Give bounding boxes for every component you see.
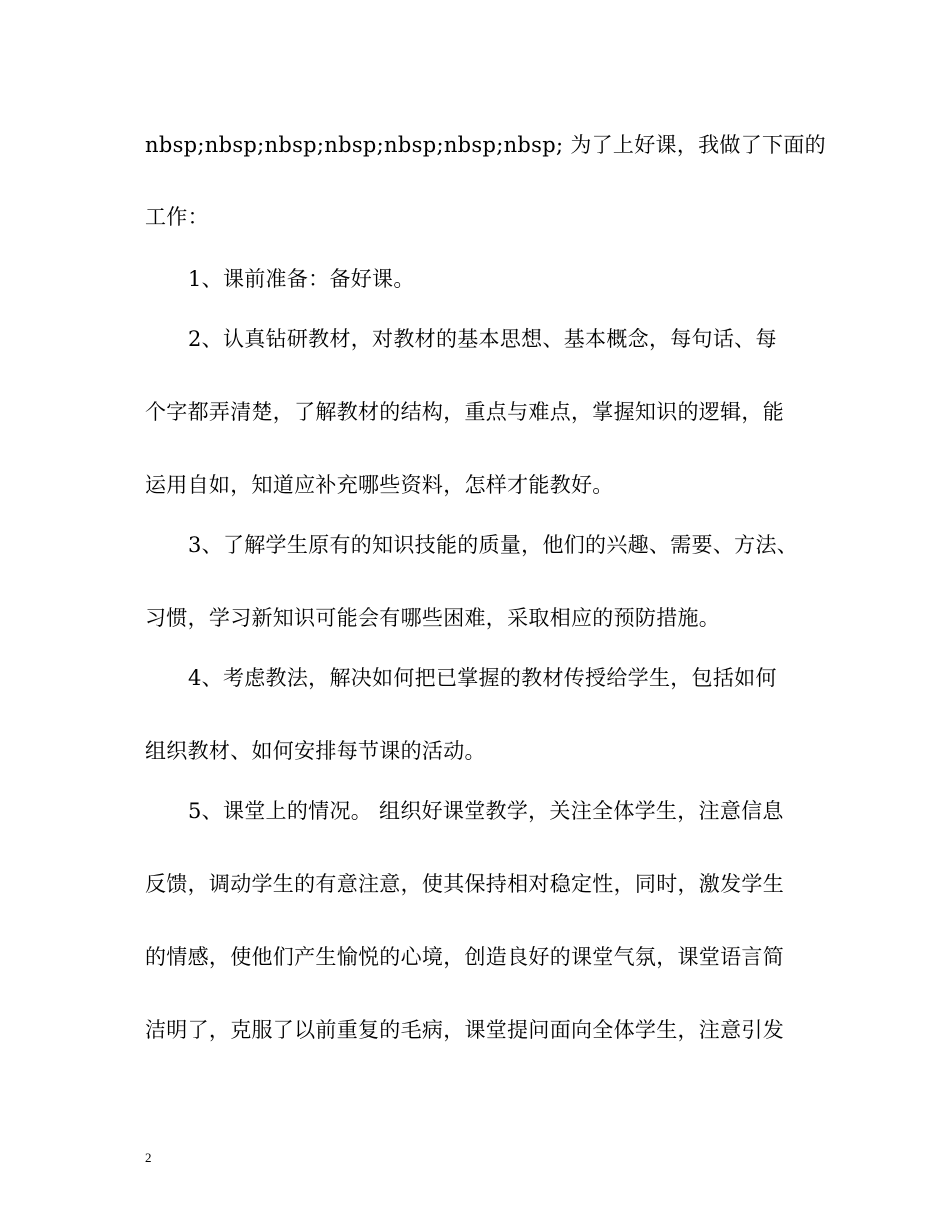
list-item-5-line-1: 5、课堂上的情况。 组织好课堂教学，关注全体学生，注意信息	[188, 799, 784, 823]
list-item-2-line-1: 2、认真钻研教材，对教材的基本思想、基本概念，每句话、每	[188, 327, 777, 351]
text-line-1: nbsp;nbsp;nbsp;nbsp;nbsp;nbsp;nbsp; 为了上好课，我做了下面的	[145, 133, 826, 157]
list-item-3-line-2: 习惯，学习新知识可能会有哪些困难，采取相应的预防措施。	[145, 606, 721, 630]
list-item-4-line-1: 4、考虑教法，解决如何把已掌握的教材传授给学生，包括如何	[188, 666, 777, 690]
list-item-5-line-2: 反馈，调动学生的有意注意，使其保持相对稳定性，同时，激发学生	[145, 872, 784, 896]
list-item-3-line-1: 3、了解学生原有的知识技能的质量，他们的兴趣、需要、方法、	[188, 533, 799, 557]
list-item-2-line-3: 运用自如，知道应补充哪些资料，怎样才能教好。	[145, 473, 614, 497]
page-number: 2	[145, 1150, 152, 1165]
list-item-4-line-2: 组织教材、如何安排每节课的活动。	[145, 739, 486, 763]
text-line-2: 工作：	[145, 205, 209, 229]
list-item-5-line-4: 洁明了，克服了以前重复的毛病，课堂提问面向全体学生，注意引发	[145, 1018, 784, 1042]
list-item-2-line-2: 个字都弄清楚，了解教材的结构，重点与难点，掌握知识的逻辑，能	[145, 400, 784, 424]
list-item-5-line-3: 的情感，使他们产生愉悦的心境，创造良好的课堂气氛，课堂语言简	[145, 945, 784, 969]
list-item-1-line-1: 1、课前准备：备好课。	[188, 267, 415, 291]
